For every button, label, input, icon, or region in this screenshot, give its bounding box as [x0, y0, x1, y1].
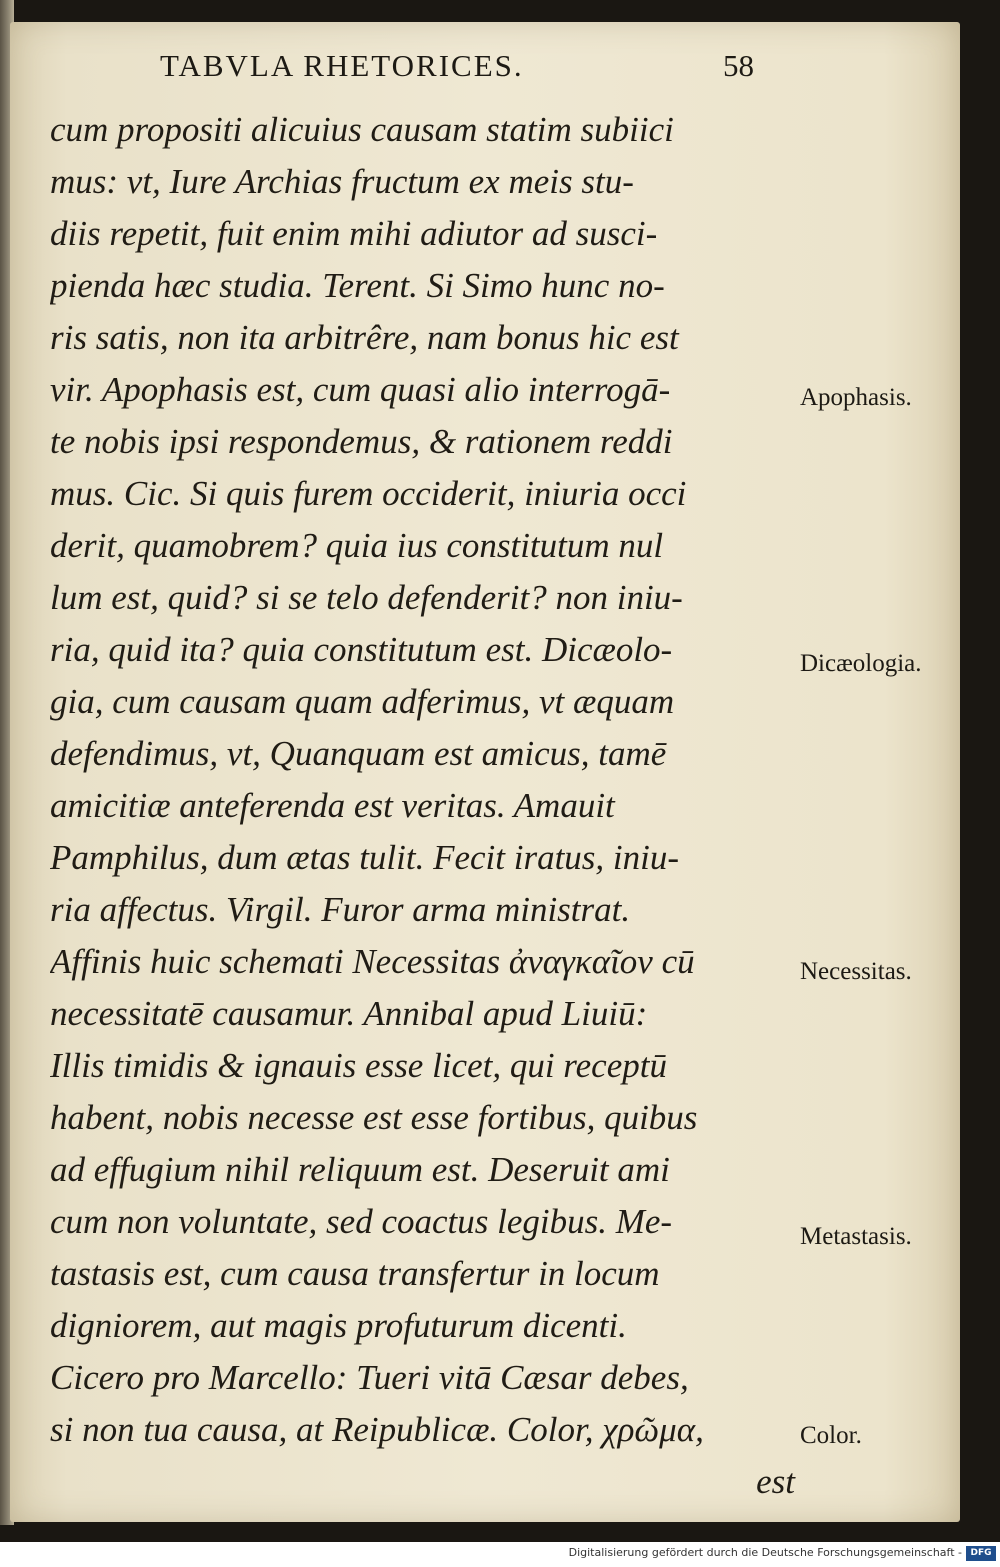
running-title: TABVLA RHETORICES. [160, 48, 524, 83]
text-line: gia, cum causam quam adferimus, vt æquam [50, 682, 675, 721]
text-line: si non tua causa, at Reipublicæ. Color, χρῶμα, [50, 1410, 704, 1449]
text-line: amicitiæ anteferenda est veritas. Amauit [50, 786, 615, 825]
text-line: cum non voluntate, sed coactus legibus. Me- [50, 1202, 673, 1241]
text-line: digniorem, aut magis profuturum dicenti. [50, 1306, 627, 1345]
dfg-logo: DFG [966, 1546, 996, 1561]
text-line: Affinis huic schemati Necessitas ἀναγκαῖον cū [50, 942, 695, 981]
text-line: ad effugium nihil reliquum est. Deseruit ami [50, 1150, 670, 1189]
body-text [50, 104, 805, 1508]
margin-note-metastasis: Metastasis. [800, 1223, 912, 1250]
text-line: cum propositi alicuius causam statim subiici [50, 110, 674, 149]
text-line: Illis timidis & ignauis esse licet, qui receptū [50, 1046, 667, 1085]
text-line: Pamphilus, dum ætas tulit. Fecit iratus, iniu- [50, 838, 680, 877]
text-line: defendimus, vt, Quanquam est amicus, tamē [50, 734, 667, 773]
text-line: diis repetit, fuit enim mihi adiutor ad susci- [50, 214, 658, 253]
text-line: mus. Cic. Si quis furem occiderit, iniuria occi [50, 474, 687, 513]
text-line: necessitatē causamur. Annibal apud Liuiū: [50, 994, 648, 1033]
text-line: Cicero pro Marcello: Tueri vitā Cæsar debes, [50, 1358, 689, 1397]
catchword: est [756, 1462, 795, 1501]
text-line: ria affectus. Virgil. Furor arma ministrat. [50, 890, 631, 929]
page-number: 58 [723, 48, 754, 83]
text-line: vir. Apophasis est, cum quasi alio interrogā- [50, 370, 671, 409]
page-header [10, 48, 960, 88]
text-line: pienda hæc studia. Terent. Si Simo hunc no- [50, 266, 665, 305]
book-page [10, 22, 960, 1522]
digitization-credit: Digitalisierung gefördert durch die Deutsche Forschungsgemeinschaft - [568, 1546, 962, 1559]
margin-note-necessitas: Necessitas. [800, 958, 912, 985]
digitization-footer [0, 1542, 1000, 1567]
text-line: mus: vt, Iure Archias fructum ex meis stu- [50, 162, 634, 201]
margin-note-dicaeologia: Dicæologia. [800, 650, 922, 677]
text-line: lum est, quid? si se telo defenderit? non iniu- [50, 578, 683, 617]
text-line: ris satis, non ita arbitrêre, nam bonus hic est [50, 318, 679, 357]
text-line: habent, nobis necesse est esse fortibus, quibus [50, 1098, 698, 1137]
margin-note-color: Color. [800, 1422, 862, 1449]
text-line: te nobis ipsi respondemus, & rationem reddi [50, 422, 673, 461]
margin-note-apophasis: Apophasis. [800, 384, 912, 411]
text-line: derit, quamobrem? quia ius constitutum nul [50, 526, 664, 565]
text-line: ria, quid ita? quia constitutum est. Dicæolo- [50, 630, 673, 669]
text-line: tastasis est, cum causa transfertur in locum [50, 1254, 660, 1293]
